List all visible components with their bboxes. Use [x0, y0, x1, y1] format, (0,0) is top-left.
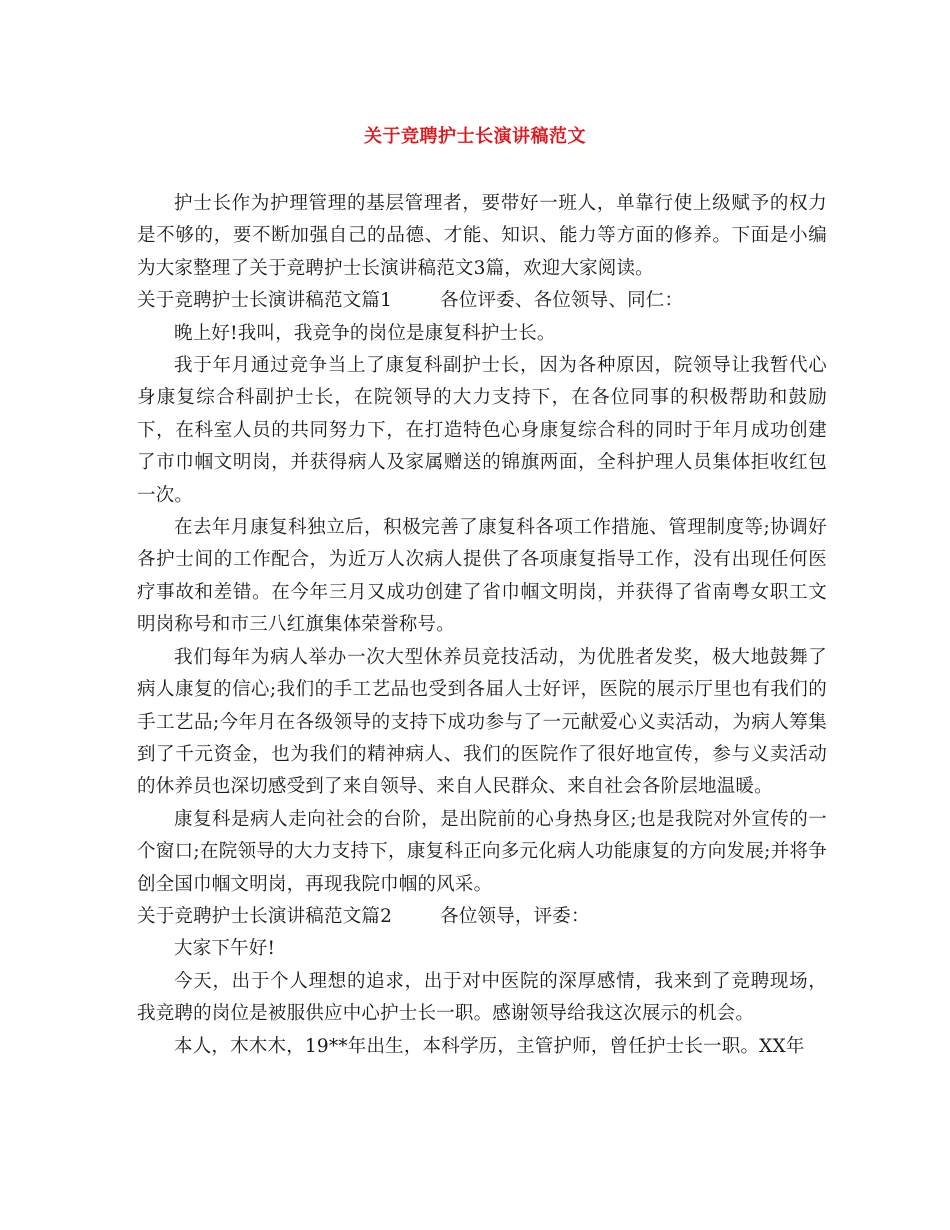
paragraph: 大家下午好! — [174, 938, 276, 960]
document-title: 关于竞聘护士长演讲稿范文 — [364, 126, 586, 147]
paragraph: 本人，木木木，19**年出生，本科学历，主管护师，曾任护士长一职。XX年 — [174, 1035, 805, 1057]
paragraph: 我于年月通过竞争当上了康复科副护士长，因为各种原因，院领导让我暂代心身康复综合科副护士长，在院领导的大力支持下，在各位同事的积极帮助和鼓励下，在科室人员的共同努力下，在打造特色心身康复综合科的同时于年月成功创建了市巾帼文明岗，并获得病人及家属赠送的锦旗两面，全科护理人员集体拒收红包一次。 — [137, 355, 827, 506]
section-heading-2 — [137, 901, 827, 933]
section-heading-label: 关于竞聘护士长演讲稿范文篇1 — [137, 290, 393, 312]
section-heading-salutation: 各位评委、各位领导、同仁： — [440, 290, 684, 312]
paragraph: 在去年月康复科独立后，积极完善了康复科各项工作措施、管理制度等;协调好各护士间的工作配合，为近万人次病人提供了各项康复指导工作，没有出现任何医疗事故和差错。在今年三月又成功创建了省巾帼文明岗，并获得了省南粤女职工文明岗称号和市三八红旗集体荣誉称号。 — [137, 517, 827, 636]
section-heading-salutation: 各位领导，评委： — [440, 905, 590, 927]
paragraph-intro: 护士长作为护理管理的基层管理者，要带好一班人，单靠行使上级赋予的权力是不够的，要不断加强自己的品德、才能、知识、能力等方面的修养。下面是小编为大家整理了关于竞聘护士长演讲稿范文3篇，欢迎大家阅读。 — [137, 193, 827, 279]
paragraph: 我们每年为病人举办一次大型休养员竞技活动，为优胜者发奖，极大地鼓舞了病人康复的信心;我们的手工艺品也受到各届人士好评，医院的展示厅里也有我们的手工艺品;今年月在各级领导的支持下成功参与了一元献爱心义卖活动，为病人筹集到了千元资金，也为我们的精神病人、我们的医院作了很好地宣传，参与义卖活动的休养员也深切感受到了来自领导、来自人民群众、来自社会各阶层地温暖。 — [137, 646, 827, 798]
section-heading-label: 关于竞聘护士长演讲稿范文篇2 — [137, 905, 393, 927]
paragraph: 晚上好!我叫，我竞争的岗位是康复科护士长。 — [174, 322, 556, 344]
section-heading-1 — [137, 285, 827, 317]
document-body — [137, 188, 827, 1063]
paragraph: 今天，出于个人理想的追求，出于对中医院的深厚感情，我来到了竞聘现场，我竞聘的岗位是被服供应中心护士长一职。感谢领导给我这次展示的机会。 — [137, 970, 827, 1025]
paragraph: 康复科是病人走向社会的台阶，是出院前的心身热身区;也是我院对外宣传的一个窗口;在院领导的大力支持下，康复科正向多元化病人功能康复的方向发展;并将争创全国巾帼文明岗，再现我院巾帼的风采。 — [137, 808, 827, 895]
